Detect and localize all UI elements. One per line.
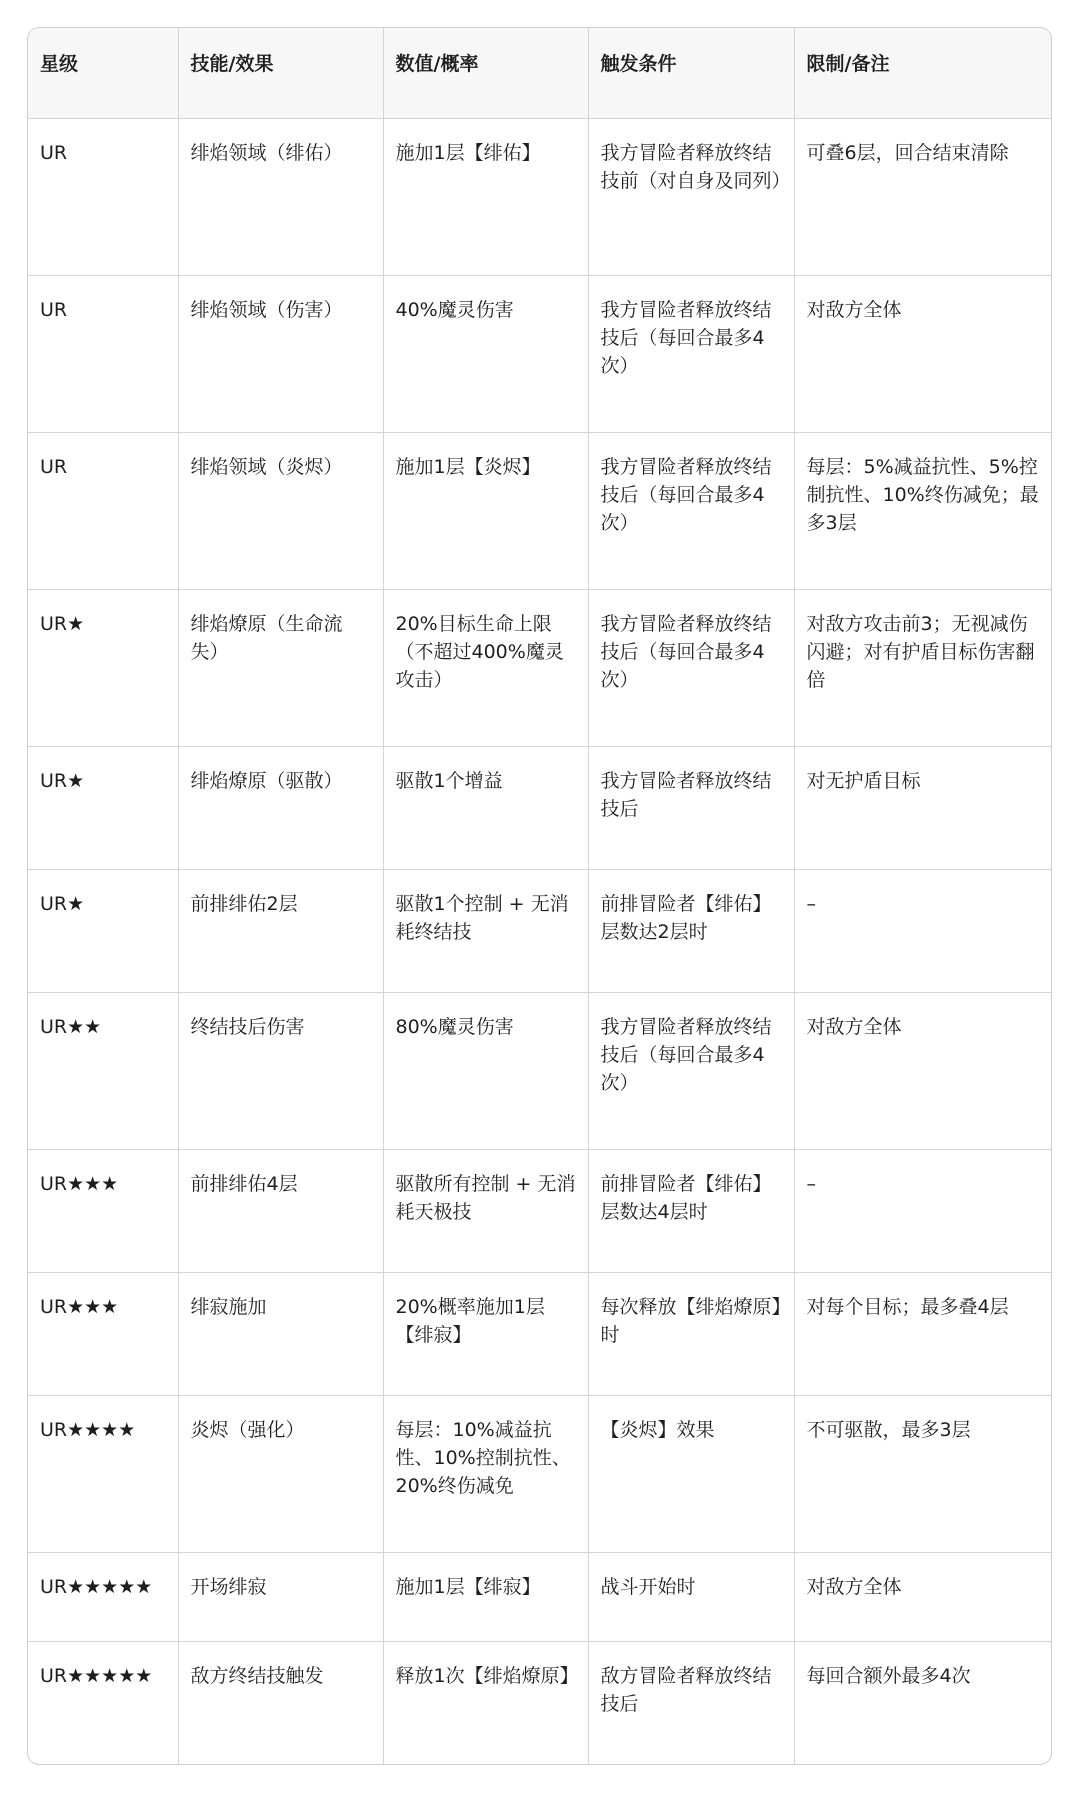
cell-star: UR bbox=[28, 275, 178, 432]
cell-star: UR★★★★★ bbox=[28, 1641, 178, 1764]
cell-value: 释放1次【绯焰燎原】 bbox=[383, 1641, 588, 1764]
header-row bbox=[28, 28, 1051, 118]
cell-skill: 炎烬（强化） bbox=[178, 1395, 383, 1552]
cell-value: 20%概率施加1层【绯寂】 bbox=[383, 1272, 588, 1395]
cell-value: 80%魔灵伤害 bbox=[383, 992, 588, 1149]
cell-skill: 前排绯佑2层 bbox=[178, 869, 383, 992]
cell-value: 每层：10%减益抗性、10%控制抗性、20%终伤减免 bbox=[383, 1395, 588, 1552]
cell-value: 施加1层【炎烬】 bbox=[383, 432, 588, 589]
skill-table bbox=[28, 28, 1051, 1764]
cell-star: UR bbox=[28, 432, 178, 589]
cell-trigger: 前排冒险者【绯佑】层数达2层时 bbox=[588, 869, 794, 992]
header-value-probability: 数值/概率 bbox=[383, 28, 588, 118]
cell-trigger: 我方冒险者释放终结技后（每回合最多4次） bbox=[588, 275, 794, 432]
cell-value: 驱散所有控制 + 无消耗天极技 bbox=[383, 1149, 588, 1272]
cell-value: 驱散1个增益 bbox=[383, 746, 588, 869]
cell-value: 20%目标生命上限（不超过400%魔灵攻击） bbox=[383, 589, 588, 746]
cell-trigger: 前排冒险者【绯佑】层数达4层时 bbox=[588, 1149, 794, 1272]
cell-value: 施加1层【绯佑】 bbox=[383, 118, 588, 275]
cell-trigger: 战斗开始时 bbox=[588, 1552, 794, 1641]
cell-note: 不可驱散，最多3层 bbox=[794, 1395, 1051, 1552]
table-row bbox=[28, 1641, 1051, 1764]
cell-skill: 绯焰领域（绯佑） bbox=[178, 118, 383, 275]
cell-note: 对敌方全体 bbox=[794, 275, 1051, 432]
cell-star: UR bbox=[28, 118, 178, 275]
cell-skill: 绯寂施加 bbox=[178, 1272, 383, 1395]
cell-trigger: 我方冒险者释放终结技后（每回合最多4次） bbox=[588, 432, 794, 589]
cell-skill: 绯焰领域（炎烬） bbox=[178, 432, 383, 589]
cell-note: 每回合额外最多4次 bbox=[806, 1664, 971, 1687]
cell-trigger: 我方冒险者释放终结技后（每回合最多4次） bbox=[588, 589, 794, 746]
header-limit-note: 限制/备注 bbox=[794, 28, 1051, 118]
header-star-level: 星级 bbox=[28, 28, 178, 118]
table-row bbox=[28, 1272, 1051, 1395]
header-trigger-condition: 触发条件 bbox=[588, 28, 794, 118]
cell-skill: 终结技后伤害 bbox=[178, 992, 383, 1149]
table-row bbox=[28, 992, 1051, 1149]
cell-star: UR★★★ bbox=[28, 1272, 178, 1395]
cell-star: UR★★★★ bbox=[28, 1395, 178, 1552]
cell-skill: 绯焰燎原（生命流失） bbox=[178, 589, 383, 746]
cell-value: 40%魔灵伤害 bbox=[383, 275, 588, 432]
table-body bbox=[28, 118, 1051, 1764]
cell-note: 对每个目标；最多叠4层 bbox=[794, 1272, 1051, 1395]
cell-star: UR★★★★★ bbox=[28, 1552, 178, 1641]
cell-star: UR★★ bbox=[28, 992, 178, 1149]
cell-value: 驱散1个控制 + 无消耗终结技 bbox=[383, 869, 588, 992]
cell-star: UR★★★ bbox=[28, 1149, 178, 1272]
cell-trigger: 我方冒险者释放终结技后 bbox=[588, 746, 794, 869]
table-row bbox=[28, 869, 1051, 992]
table-row bbox=[28, 432, 1051, 589]
cell-skill: 开场绯寂 bbox=[178, 1552, 383, 1641]
cell-skill: 绯焰燎原（驱散） bbox=[178, 746, 383, 869]
cell-note: 可叠6层，回合结束清除 bbox=[794, 118, 1051, 275]
table-row bbox=[28, 118, 1051, 275]
cell-skill: 敌方终结技触发 bbox=[178, 1641, 383, 1764]
cell-note: – bbox=[794, 1149, 1051, 1272]
cell-skill: 前排绯佑4层 bbox=[178, 1149, 383, 1272]
header-skill-effect: 技能/效果 bbox=[178, 28, 383, 118]
table-row bbox=[28, 275, 1051, 432]
table-header bbox=[28, 28, 1051, 118]
cell-skill: 绯焰领域（伤害） bbox=[178, 275, 383, 432]
cell-note: 对敌方全体 bbox=[794, 992, 1051, 1149]
cell-note: 对敌方全体 bbox=[794, 1552, 1051, 1641]
table-row bbox=[28, 589, 1051, 746]
cell-star: UR★ bbox=[28, 589, 178, 746]
cell-trigger: 【炎烬】效果 bbox=[588, 1395, 794, 1552]
cell-note: 对无护盾目标 bbox=[794, 746, 1051, 869]
cell-trigger: 敌方冒险者释放终结技后 bbox=[588, 1641, 794, 1764]
table-row bbox=[28, 1149, 1051, 1272]
skill-table-container bbox=[27, 27, 1052, 1765]
cell-note: 对敌方攻击前3；无视减伤闪避；对有护盾目标伤害翻倍 bbox=[794, 589, 1051, 746]
table-row bbox=[28, 1395, 1051, 1552]
table-row bbox=[28, 1552, 1051, 1641]
cell-trigger: 我方冒险者释放终结技前（对自身及同列） bbox=[588, 118, 794, 275]
cell-value: 施加1层【绯寂】 bbox=[383, 1552, 588, 1641]
table-row bbox=[28, 746, 1051, 869]
cell-note: – bbox=[794, 869, 1051, 992]
cell-note: 每层：5%减益抗性、5%控制抗性、10%终伤减免；最多3层 bbox=[794, 432, 1051, 589]
cell-star: UR★ bbox=[28, 869, 178, 992]
cell-trigger: 我方冒险者释放终结技后（每回合最多4次） bbox=[588, 992, 794, 1149]
cell-trigger: 每次释放【绯焰燎原】时 bbox=[588, 1272, 794, 1395]
cell-star: UR★ bbox=[28, 746, 178, 869]
